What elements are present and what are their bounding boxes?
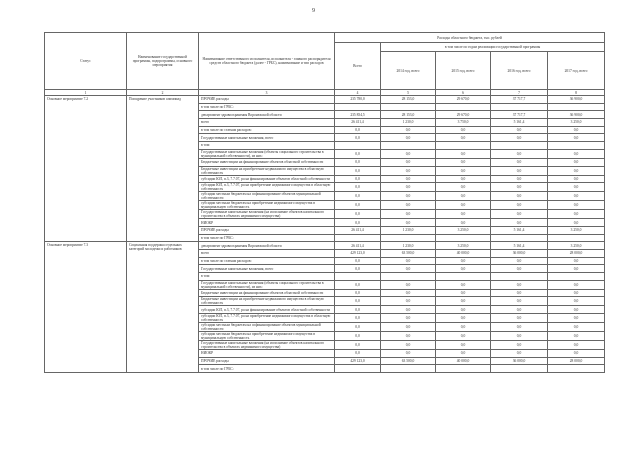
source-cell: всего (199, 249, 335, 257)
value-cell-y2016: 0,0 (491, 280, 548, 289)
value-cell-y2014: 63 500,0 (381, 249, 436, 257)
value-cell-y2017: 0,0 (548, 210, 605, 219)
value-cell-y2014: 0,0 (381, 134, 436, 142)
value-cell-y2015: 0,0 (436, 350, 491, 358)
value-cell-y2015: 0,0 (436, 175, 491, 183)
source-cell: департамент здравоохранения Воронежской области (199, 111, 335, 119)
value-cell-y2015: 0,0 (436, 210, 491, 219)
value-cell-y2017: 0,0 (548, 341, 605, 350)
value-cell-y2015 (436, 142, 491, 150)
value-cell-y2017 (548, 103, 605, 111)
column-number: 5 (381, 90, 436, 96)
value-cell-y2016: 0,0 (491, 323, 548, 332)
value-cell-y2014: 0,0 (381, 306, 436, 314)
value-cell-total: 0,0 (335, 126, 381, 134)
column-number: 4 (335, 90, 381, 96)
value-cell-total: 0,0 (335, 306, 381, 314)
value-cell-y2017: 0,0 (548, 134, 605, 142)
value-cell-y2016: 36 000,0 (491, 249, 548, 257)
source-cell: в том числе по ГРБС: (199, 234, 335, 242)
value-cell-total: 26 411,4 (335, 226, 381, 234)
value-cell-y2014 (381, 234, 436, 242)
header-program-name: Наименование государственной программы, подпрограммы, основного мероприятия (127, 33, 199, 90)
source-cell: в том: (199, 273, 335, 281)
source-cell: в том числе по ГРБС: (199, 103, 335, 111)
source-cell: департамент здравоохранения Воронежской области (199, 242, 335, 250)
value-cell-y2017: 0,0 (548, 158, 605, 166)
value-cell-y2014: 0,0 (381, 265, 436, 273)
source-cell: Государственные капитальные вложения (объекты социального строительства в муниципальной собственности), из них: (199, 149, 335, 158)
value-cell-total: 0,0 (335, 332, 381, 341)
value-cell-y2014: 0,0 (381, 166, 436, 175)
value-cell-total: 26 411,4 (335, 119, 381, 127)
value-cell-y2014: 0,0 (381, 323, 436, 332)
source-cell: Государственные капитальные вложения (на исполнение объектов капитального строительства в объектах недвижимого имущества) (199, 341, 335, 350)
value-cell-y2015: 0,0 (436, 323, 491, 332)
value-cell-y2017: 0,0 (548, 314, 605, 323)
value-cell-y2016: 0,0 (491, 192, 548, 201)
source-cell: субсидии ЮЛ, п.3, 7.7.07, ра на финансирование объектов областной собственности (199, 306, 335, 314)
header-year-2015: 2015 год, всего (436, 52, 491, 90)
value-cell-y2015: 0,0 (436, 192, 491, 201)
value-cell-y2014: 0,0 (381, 314, 436, 323)
value-cell-y2017: 0,0 (548, 192, 605, 201)
value-cell-y2015: 0,0 (436, 219, 491, 227)
value-cell-y2015: 40 000,0 (436, 357, 491, 365)
source-cell: субсидии местным бюджетам на приобретение недвижимого имущества в муниципальную собственность (199, 332, 335, 341)
value-cell-y2014: 0,0 (381, 280, 436, 289)
value-cell-total (335, 103, 381, 111)
value-cell-total: 26 411,4 (335, 242, 381, 250)
value-cell-y2017 (548, 365, 605, 373)
program-name-cell: Социальная поддержка отдельных категорий молодежи и работников (127, 242, 199, 373)
header-including-group: в том числе по годам реализации государственной программы (381, 43, 605, 52)
value-cell-y2017: 0,0 (548, 332, 605, 341)
source-cell: всего (199, 119, 335, 127)
source-cell: ПРОЧИЕ расходы (199, 357, 335, 365)
value-cell-y2014 (381, 273, 436, 281)
value-cell-y2014: 0,0 (381, 210, 436, 219)
value-cell-y2016: 5 161,4 (491, 226, 548, 234)
value-cell-y2016: 0,0 (491, 126, 548, 134)
value-cell-y2017: 0,0 (548, 306, 605, 314)
value-cell-y2015: 0,0 (436, 201, 491, 210)
value-cell-total: 0,0 (335, 201, 381, 210)
source-cell: Бюджетные инвестиции на приобретение недвижимого имущества в областную собственность (199, 166, 335, 175)
value-cell-total: 0,0 (335, 134, 381, 142)
value-cell-y2014 (381, 365, 436, 373)
value-cell-y2017: 0,0 (548, 289, 605, 297)
value-cell-y2015: 0,0 (436, 257, 491, 265)
value-cell-y2016: 5 161,4 (491, 119, 548, 127)
value-cell-y2014: 0,0 (381, 257, 436, 265)
value-cell-y2017: 3 250,0 (548, 242, 605, 250)
value-cell-total: 0,0 (335, 149, 381, 158)
value-cell-y2016 (491, 273, 548, 281)
value-cell-y2014: 0,0 (381, 201, 436, 210)
source-cell: НИОКР (199, 350, 335, 358)
source-cell: Государственные капитальные вложения, всего (199, 134, 335, 142)
value-cell-y2015: 40 000,0 (436, 249, 491, 257)
value-cell-y2016: 0,0 (491, 210, 548, 219)
value-cell-y2017: 3 250,0 (548, 119, 605, 127)
source-cell: субсидии местным бюджетам на приобретение недвижимого имущества в муниципальную собственность (199, 201, 335, 210)
value-cell-y2014 (381, 142, 436, 150)
value-cell-total: 0,0 (335, 166, 381, 175)
value-cell-y2014: 0,0 (381, 350, 436, 358)
value-cell-y2015: 0,0 (436, 341, 491, 350)
value-cell-y2016 (491, 234, 548, 242)
value-cell-total (335, 142, 381, 150)
value-cell-y2015: 0,0 (436, 280, 491, 289)
value-cell-y2016: 0,0 (491, 289, 548, 297)
source-cell: ПРОЧИЕ расходы (199, 226, 335, 234)
source-cell: Государственные капитальные вложения, всего (199, 265, 335, 273)
value-cell-y2016: 36 000,0 (491, 357, 548, 365)
header-expenses-group: Расходы областного бюджета, тыс. рублей (335, 33, 605, 43)
value-cell-y2014: 1 230,0 (381, 242, 436, 250)
value-cell-y2016: 0,0 (491, 134, 548, 142)
value-cell-y2015 (436, 365, 491, 373)
header-year-2016: 2016 год, всего (491, 52, 548, 90)
value-cell-y2017 (548, 273, 605, 281)
header-year-2017: 2017 год, всего (548, 52, 605, 90)
column-number: 3 (199, 90, 335, 96)
table-row (45, 242, 605, 250)
value-cell-y2016: 0,0 (491, 166, 548, 175)
source-cell: в том числе по статьям расходов: (199, 257, 335, 265)
value-cell-total: 0,0 (335, 350, 381, 358)
source-cell: субсидии местным бюджетам на софинансирование объектов муниципальной собственности (199, 192, 335, 201)
source-cell: ПРОЧИЕ расходы (199, 96, 335, 104)
status-cell: Основное мероприятие 7.2 (45, 96, 127, 242)
column-number: 7 (491, 90, 548, 96)
value-cell-y2016: 37 717,7 (491, 96, 548, 104)
value-cell-total: 235 854,5 (335, 111, 381, 119)
source-cell: субсидии ЮЛ, п.3, 7.7.07, ра на приобретение недвижимого имущества в областную собственность (199, 314, 335, 323)
value-cell-y2015: 3 250,0 (436, 226, 491, 234)
value-cell-y2015: 0,0 (436, 289, 491, 297)
value-cell-y2014: 1 230,0 (381, 119, 436, 127)
value-cell-y2016: 0,0 (491, 183, 548, 192)
value-cell-y2017: 0,0 (548, 201, 605, 210)
value-cell-y2014: 0,0 (381, 192, 436, 201)
source-cell: в том числе по статьям расходов: (199, 126, 335, 134)
value-cell-y2014: 0,0 (381, 341, 436, 350)
value-cell-y2017 (548, 142, 605, 150)
value-cell-y2017: 0,0 (548, 126, 605, 134)
value-cell-y2017: 36 900,0 (548, 96, 605, 104)
value-cell-y2016 (491, 103, 548, 111)
value-cell-y2017: 3 250,0 (548, 226, 605, 234)
value-cell-y2015: 0,0 (436, 126, 491, 134)
value-cell-y2017: 0,0 (548, 323, 605, 332)
header-status: Статус (45, 33, 127, 90)
value-cell-total: 0,0 (335, 289, 381, 297)
value-cell-y2014 (381, 103, 436, 111)
value-cell-y2014: 28 153,0 (381, 96, 436, 104)
value-cell-y2017: 28 000,0 (548, 249, 605, 257)
value-cell-total: 0,0 (335, 158, 381, 166)
table-row (45, 96, 605, 104)
value-cell-y2017: 0,0 (548, 297, 605, 306)
value-cell-total: 0,0 (335, 219, 381, 227)
program-name-cell: Поощрение участников олимпиад (127, 96, 199, 242)
value-cell-y2014: 0,0 (381, 332, 436, 341)
header-source: Наименование ответственного исполнителя, исполнителя - главного распорядителя средств областного бюджета (далее - ГРБС), наименование и тип расходов (199, 33, 335, 90)
value-cell-y2015 (436, 234, 491, 242)
value-cell-y2014: 0,0 (381, 158, 436, 166)
value-cell-y2015: 0,0 (436, 166, 491, 175)
value-cell-y2015: 0,0 (436, 134, 491, 142)
value-cell-y2015: 0,0 (436, 297, 491, 306)
value-cell-y2017: 36 900,0 (548, 111, 605, 119)
source-cell: Государственные капитальные вложения (объекты социального строительства в муниципальной собственности), из них: (199, 280, 335, 289)
value-cell-y2015 (436, 103, 491, 111)
value-cell-y2017: 0,0 (548, 280, 605, 289)
value-cell-y2015: 29 670,0 (436, 96, 491, 104)
value-cell-y2014: 0,0 (381, 219, 436, 227)
value-cell-y2015: 0,0 (436, 332, 491, 341)
value-cell-y2016: 0,0 (491, 297, 548, 306)
value-cell-y2016: 0,0 (491, 219, 548, 227)
value-cell-y2017: 28 000,0 (548, 357, 605, 365)
source-cell: субсидии местным бюджетам на софинансирование объектов муниципальной собственности (199, 323, 335, 332)
value-cell-y2016: 0,0 (491, 314, 548, 323)
value-cell-total: 0,0 (335, 323, 381, 332)
value-cell-y2014: 0,0 (381, 289, 436, 297)
value-cell-y2016 (491, 365, 548, 373)
value-cell-total: 0,0 (335, 210, 381, 219)
value-cell-y2015: 0,0 (436, 265, 491, 273)
value-cell-y2016: 0,0 (491, 175, 548, 183)
value-cell-y2017: 0,0 (548, 219, 605, 227)
value-cell-y2016: 0,0 (491, 201, 548, 210)
value-cell-y2014: 28 153,0 (381, 111, 436, 119)
value-cell-y2014: 0,0 (381, 175, 436, 183)
value-cell-total: 0,0 (335, 314, 381, 323)
value-cell-total: 0,0 (335, 175, 381, 183)
value-cell-total (335, 234, 381, 242)
value-cell-y2016: 0,0 (491, 149, 548, 158)
value-cell-y2016: 0,0 (491, 265, 548, 273)
source-cell: в том: (199, 142, 335, 150)
value-cell-y2016: 0,0 (491, 350, 548, 358)
value-cell-y2014: 0,0 (381, 149, 436, 158)
value-cell-y2015: 3 250,0 (436, 242, 491, 250)
value-cell-total: 0,0 (335, 280, 381, 289)
value-cell-y2016: 37 717,7 (491, 111, 548, 119)
value-cell-y2016: 0,0 (491, 158, 548, 166)
source-cell: Бюджетные инвестиции на финансирование объектов областной собственности (199, 158, 335, 166)
value-cell-y2017: 0,0 (548, 166, 605, 175)
value-cell-y2017: 0,0 (548, 175, 605, 183)
value-cell-y2016: 0,0 (491, 332, 548, 341)
value-cell-y2017: 0,0 (548, 257, 605, 265)
value-cell-total: 429 123,0 (335, 357, 381, 365)
value-cell-total: 0,0 (335, 341, 381, 350)
value-cell-total: 0,0 (335, 192, 381, 201)
column-number: 6 (436, 90, 491, 96)
source-cell: в том числе по ГРБС: (199, 365, 335, 373)
value-cell-y2014: 0,0 (381, 183, 436, 192)
column-number: 8 (548, 90, 605, 96)
value-cell-y2015: 3 750,0 (436, 119, 491, 127)
value-cell-y2016: 0,0 (491, 257, 548, 265)
source-cell: Государственные капитальные вложения (на исполнение объектов капитального строительства в объектах недвижимого имущества) (199, 210, 335, 219)
header-year-2014: 2014 год, всего (381, 52, 436, 90)
column-number: 2 (127, 90, 199, 96)
header-total: Всего (335, 43, 381, 90)
value-cell-y2016: 0,0 (491, 341, 548, 350)
value-cell-total: 0,0 (335, 265, 381, 273)
budget-table (44, 32, 605, 373)
source-cell: Бюджетные инвестиции на финансирование объектов областной собственности (199, 289, 335, 297)
page-number: 9 (312, 8, 315, 14)
source-cell: Бюджетные инвестиции на приобретение недвижимого имущества в областную собственность (199, 297, 335, 306)
value-cell-y2017 (548, 234, 605, 242)
source-cell: субсидии ЮЛ, п.3, 7.7.07, ра на финансирование объектов областной собственности (199, 175, 335, 183)
value-cell-y2016: 0,0 (491, 306, 548, 314)
value-cell-total: 429 123,0 (335, 249, 381, 257)
value-cell-y2015: 0,0 (436, 149, 491, 158)
value-cell-y2017: 0,0 (548, 350, 605, 358)
value-cell-total (335, 273, 381, 281)
value-cell-y2017: 0,0 (548, 265, 605, 273)
source-cell: субсидии ЮЛ, п.3, 7.7.07, ра на приобретение недвижимого имущества в областную собственность (199, 183, 335, 192)
value-cell-y2017: 0,0 (548, 183, 605, 192)
value-cell-y2015: 0,0 (436, 183, 491, 192)
value-cell-y2014: 1 230,0 (381, 226, 436, 234)
value-cell-y2015: 29 670,0 (436, 111, 491, 119)
value-cell-total: 235 780,0 (335, 96, 381, 104)
value-cell-total (335, 365, 381, 373)
source-cell: НИОКР (199, 219, 335, 227)
value-cell-y2017: 0,0 (548, 149, 605, 158)
value-cell-y2014: 0,0 (381, 297, 436, 306)
column-number: 1 (45, 90, 127, 96)
value-cell-y2015: 0,0 (436, 306, 491, 314)
value-cell-total: 0,0 (335, 183, 381, 192)
status-cell: Основное мероприятие 7.3 (45, 242, 127, 373)
value-cell-y2014: 0,0 (381, 126, 436, 134)
value-cell-total: 0,0 (335, 257, 381, 265)
value-cell-y2015: 0,0 (436, 158, 491, 166)
value-cell-y2014: 63 500,0 (381, 357, 436, 365)
value-cell-y2016: 5 161,4 (491, 242, 548, 250)
value-cell-y2015 (436, 273, 491, 281)
value-cell-y2015: 0,0 (436, 314, 491, 323)
value-cell-y2016 (491, 142, 548, 150)
value-cell-total: 0,0 (335, 297, 381, 306)
